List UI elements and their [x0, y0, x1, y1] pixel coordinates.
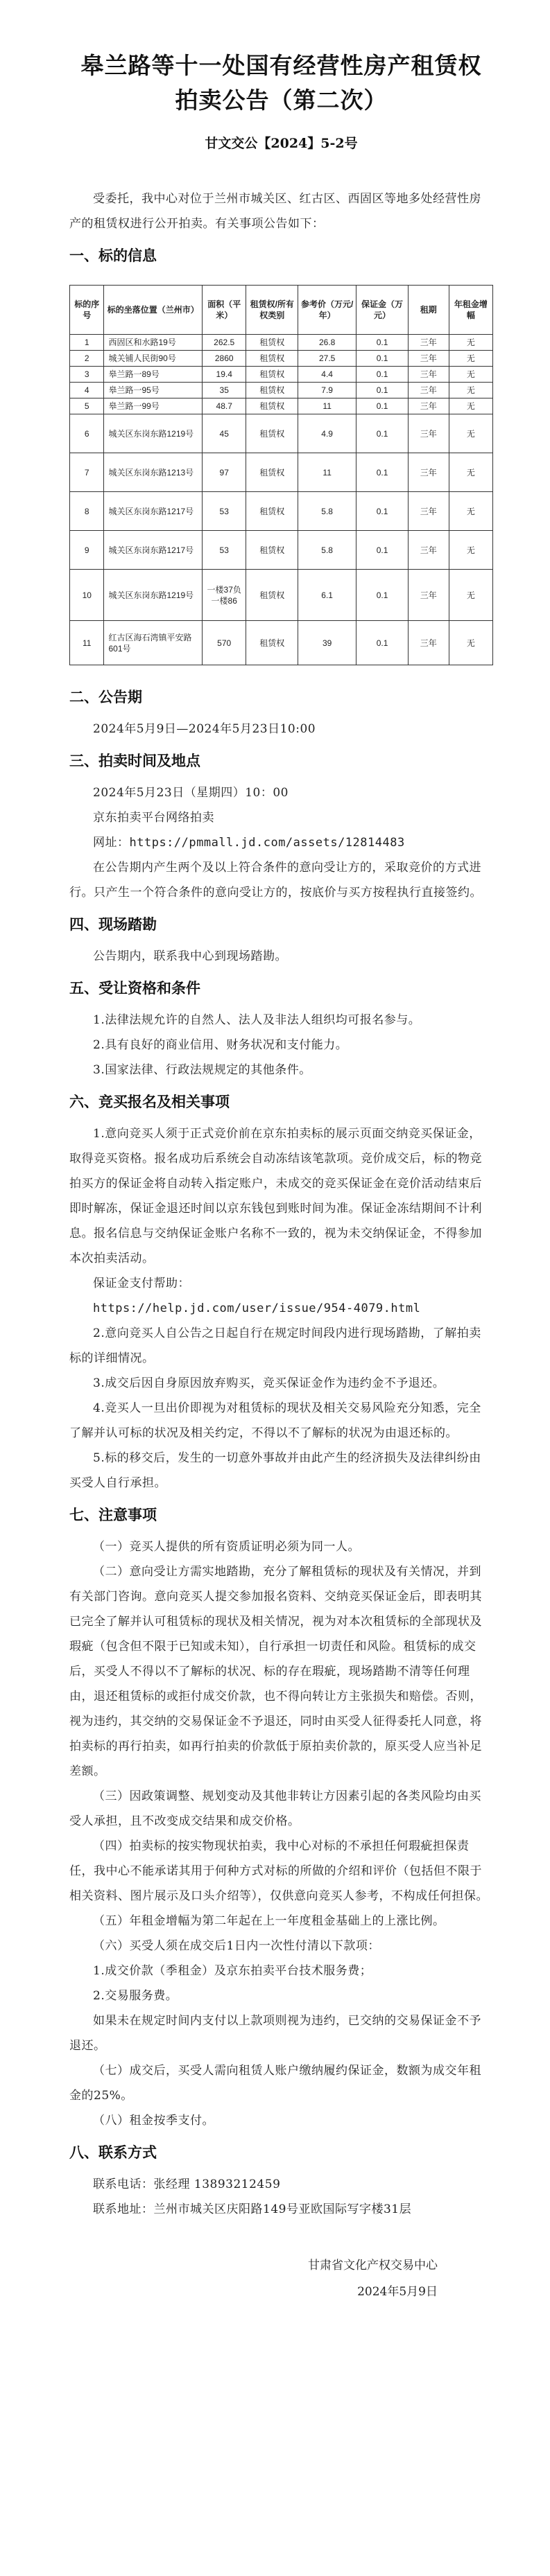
notice-p8: （八）租金按季支付。	[93, 2114, 214, 2128]
table-cell: 26.8	[298, 335, 356, 351]
table-cell: 2	[70, 351, 104, 367]
table-cell: 无	[449, 531, 492, 570]
table-cell: 无	[449, 453, 492, 492]
contact-address: 联系地址：兰州市城关区庆阳路149号亚欧国际写字楼31层	[93, 2202, 412, 2216]
issuer-name: 甘肃省文化产权交易中心	[308, 2259, 438, 2272]
table-cell: 三年	[408, 398, 449, 414]
notice-p6b: 2.交易服务费。	[93, 1989, 178, 2003]
table-cell: 2860	[203, 351, 246, 367]
table-header-cell: 租赁权/所有权类别	[246, 286, 298, 335]
table-cell: 5	[70, 398, 104, 414]
auction-url-link[interactable]: https://pmmall.jd.com/assets/12814483	[129, 836, 405, 850]
registration-p5: 4.竞买人一旦出价即视为对租赁标的现状及相关交易风险充分知悉，完全了解并认可标的状况及相关约定，不得以不了解标的状况为由退还标的。	[69, 1401, 481, 1440]
table-row	[70, 335, 493, 351]
table-cell: 48.7	[203, 398, 246, 414]
deposit-help-link[interactable]: https://help.jd.com/user/issue/954-4079.html	[93, 1302, 421, 1315]
deposit-help-label: 保证金支付帮助：	[93, 1277, 190, 1290]
section-7-title: 七、注意事项	[69, 1506, 157, 1523]
notice-p3: （三）因政策调整、规划变动及其他非转让方因素引起的各类风险均由买受人承担，且不改变成交结果和成交价格。	[69, 1789, 481, 1828]
table-cell: 无	[449, 398, 492, 414]
table-cell: 45	[203, 414, 246, 453]
table-cell: 53	[203, 531, 246, 570]
table-cell: 0.1	[356, 383, 409, 398]
table-cell: 0.1	[356, 570, 409, 621]
table-cell: 城关区东岗东路1213号	[104, 453, 203, 492]
notice-p2: （二）意向受让方需实地踏勘，充分了解租赁标的现状及有关情况，并到有关部门咨询。意向竞买人提交参加报名资料、交纳竞买保证金后，即表明其已完全了解并认可租赁标的现状及相关情况，视为对本次租赁标的全部现状及瑕疵（包含但不限于已知或未知），自行承担一切责任和风险。租赁标的成交后，买受人不得以不了解标的状况、标的存在瑕疵，现场踏勘不清等任何理由，退还租赁标的或拒付成交价款，也不得向转让方主张损失和赔偿。否则，视为违约，其交纳的交易保证金不予退还，同时由买受人征得委托人同意，将拍卖标的再行拍卖，如再行拍卖的价款低于原拍卖价款的，原买受人应当补足差额。	[69, 1565, 482, 1778]
table-cell: 0.1	[356, 621, 409, 665]
table-cell: 9	[70, 531, 104, 570]
table-cell: 租赁权	[246, 335, 298, 351]
table-cell: 城关区东岗东路1219号	[104, 414, 203, 453]
table-header-cell: 年租金增幅	[449, 286, 492, 335]
table-cell: 7	[70, 453, 104, 492]
table-cell: 0.1	[356, 367, 409, 383]
table-row	[70, 453, 493, 492]
table-cell: 一楼37负一楼86	[203, 570, 246, 621]
table-cell: 皋兰路一89号	[104, 367, 203, 383]
table-cell: 0.1	[356, 492, 409, 531]
notice-p6: （六）买受人须在成交后1日内一次性付清以下款项：	[93, 1939, 380, 1953]
issue-date: 2024年5月9日	[357, 2285, 438, 2299]
table-cell: 三年	[408, 570, 449, 621]
document-number: 甘文交公【2024】5-2号	[205, 136, 358, 151]
table-cell: 35	[203, 383, 246, 398]
table-header-row	[70, 286, 493, 335]
section-8-title: 八、联系方式	[69, 2144, 157, 2161]
notice-p5: （五）年租金增幅为第二年起在上一年度租金基础上的上涨比例。	[93, 1914, 445, 1928]
table-row	[70, 621, 493, 665]
table-cell: 570	[203, 621, 246, 665]
table-cell: 0.1	[356, 335, 409, 351]
table-cell: 6.1	[298, 570, 356, 621]
table-cell: 11	[70, 621, 104, 665]
table-cell: 城关区东岗东路1217号	[104, 492, 203, 531]
table-cell: 无	[449, 492, 492, 531]
table-cell: 19.4	[203, 367, 246, 383]
lots-table	[69, 285, 493, 665]
table-cell: 租赁权	[246, 398, 298, 414]
table-header-cell: 参考价（万元/年）	[298, 286, 356, 335]
table-cell: 三年	[408, 531, 449, 570]
intro-paragraph: 受委托，我中心对位于兰州市城关区、红古区、西固区等地多处经营性房产的租赁权进行公开拍卖。有关事项公告如下：	[69, 192, 481, 231]
table-cell: 西固区和水路19号	[104, 335, 203, 351]
table-header-cell: 标的序号	[70, 286, 104, 335]
table-cell: 27.5	[298, 351, 356, 367]
table-cell: 租赁权	[246, 367, 298, 383]
table-cell: 11	[298, 453, 356, 492]
table-row	[70, 414, 493, 453]
auction-platform: 京东拍卖平台网络拍卖	[93, 811, 214, 825]
table-row	[70, 351, 493, 367]
table-cell: 三年	[408, 335, 449, 351]
section-4-title: 四、现场踏勘	[69, 915, 157, 933]
table-cell: 租赁权	[246, 492, 298, 531]
table-cell: 皋兰路一95号	[104, 383, 203, 398]
qualification-item: 3.国家法律、行政法规规定的其他条件。	[93, 1063, 311, 1077]
section-1-title: 一、标的信息	[69, 247, 157, 264]
table-cell: 0.1	[356, 351, 409, 367]
table-cell: 三年	[408, 383, 449, 398]
table-cell: 租赁权	[246, 414, 298, 453]
table-cell: 6	[70, 414, 104, 453]
contact-phone: 联系电话：张经理 13893212459	[93, 2178, 281, 2191]
table-cell: 三年	[408, 492, 449, 531]
table-cell: 53	[203, 492, 246, 531]
auction-note: 在公告期内产生两个及以上符合条件的意向受让方的，采取竞价的方式进行。只产生一个符合条件的意向受让方的，按底价与买方按程执行直接签约。	[69, 861, 482, 900]
registration-p6: 5.标的移交后，发生的一切意外事故并由此产生的经济损失及法律纠纷由买受人自行承担。	[69, 1451, 481, 1490]
table-cell: 无	[449, 383, 492, 398]
table-cell: 城关铺人民街90号	[104, 351, 203, 367]
table-cell: 1	[70, 335, 104, 351]
table-cell: 262.5	[203, 335, 246, 351]
table-cell: 97	[203, 453, 246, 492]
table-row	[70, 570, 493, 621]
deposit-help-line	[69, 1296, 493, 1321]
table-cell: 租赁权	[246, 351, 298, 367]
table-row	[70, 398, 493, 414]
notice-p6a: 1.成交价款（季租金）及京东拍卖平台技术服务费；	[93, 1964, 372, 1978]
document-title	[69, 49, 493, 118]
title-line-1: 皋兰路等十一处国有经营性房产租赁权	[80, 52, 482, 79]
table-cell: 租赁权	[246, 570, 298, 621]
table-cell: 7.9	[298, 383, 356, 398]
section-5-title: 五、受让资格和条件	[69, 979, 200, 997]
registration-p1: 1.意向竞买人须于正式竞价前在京东拍卖标的展示页面交纳竞买保证金，取得竞买资格。报名成功后系统会自动冻结该笔款项。竞价成交后，标的物竞拍买方的保证金将自动转入指定账户，未成交的竞买保证金在竞价活动结束后即时解冻，保证金退还时间以京东钱包到账时间为准。保证金冻结期间不计利息。报名信息与交纳保证金账户名称不一致的，视为未交纳保证金，不得参加本次拍卖活动。	[69, 1127, 482, 1265]
table-cell: 租赁权	[246, 621, 298, 665]
table-cell: 无	[449, 367, 492, 383]
table-cell: 11	[298, 398, 356, 414]
table-cell: 0.1	[356, 414, 409, 453]
notice-p7: （七）成交后，买受人需向租赁人账户缴纳履约保证金，数额为成交年租金的25%。	[69, 2064, 481, 2103]
title-line-2: 拍卖公告（第二次）	[175, 87, 388, 114]
table-cell: 0.1	[356, 453, 409, 492]
table-cell: 无	[449, 621, 492, 665]
table-cell: 租赁权	[246, 383, 298, 398]
table-cell: 0.1	[356, 398, 409, 414]
table-cell: 城关区东岗东路1217号	[104, 531, 203, 570]
table-cell: 无	[449, 414, 492, 453]
table-cell: 4.9	[298, 414, 356, 453]
table-row	[70, 531, 493, 570]
table-cell: 无	[449, 351, 492, 367]
table-row	[70, 367, 493, 383]
auction-url-label: 网址：	[93, 836, 130, 850]
table-cell: 0.1	[356, 531, 409, 570]
table-row	[70, 383, 493, 398]
table-cell: 5.8	[298, 492, 356, 531]
registration-p3: 2.意向竞买人自公告之日起自行在规定时间段内进行现场踏勘，了解拍卖标的详细情况。	[69, 1326, 481, 1365]
notice-p6c: 如果未在规定时间内支付以上款项则视为违约，已交纳的交易保证金不予退还。	[69, 2014, 481, 2053]
table-cell: 皋兰路一99号	[104, 398, 203, 414]
table-cell: 租赁权	[246, 531, 298, 570]
table-cell: 无	[449, 335, 492, 351]
auction-url-line	[69, 830, 493, 855]
table-cell: 4.4	[298, 367, 356, 383]
table-header-cell: 租期	[408, 286, 449, 335]
table-cell: 三年	[408, 367, 449, 383]
table-cell: 城关区东岗东路1219号	[104, 570, 203, 621]
qualification-item: 1.法律法规允许的自然人、法人及非法人组织均可报名参与。	[93, 1013, 421, 1027]
table-header-cell: 面积（平米）	[203, 286, 246, 335]
table-cell: 3	[70, 367, 104, 383]
table-header-cell: 标的坐落位置（兰州市）	[104, 286, 203, 335]
section-6-title: 六、竞买报名及相关事项	[69, 1093, 230, 1110]
section-2-title: 二、公告期	[69, 688, 142, 706]
announcement-period: 2024年5月9日—2024年5月23日10:00	[93, 722, 316, 736]
table-cell: 10	[70, 570, 104, 621]
table-cell: 8	[70, 492, 104, 531]
table-header-cell: 保证金（万元）	[356, 286, 409, 335]
table-cell: 红古区海石湾镇平安路601号	[104, 621, 203, 665]
auction-time: 2024年5月23日（星期四）10：00	[93, 786, 289, 800]
table-row	[70, 492, 493, 531]
table-cell: 三年	[408, 351, 449, 367]
registration-p4: 3.成交后因自身原因放弃购买，竞买保证金作为违约金不予退还。	[93, 1376, 445, 1390]
section-3-title: 三、拍卖时间及地点	[69, 752, 200, 769]
table-cell: 租赁权	[246, 453, 298, 492]
table-cell: 5.8	[298, 531, 356, 570]
notice-p4: （四）拍卖标的按实物现状拍卖，我中心对标的不承担任何瑕疵担保责任，我中心不能承诺其用于何种方式对标的所做的介绍和评价（包括但不限于相关资料、图片展示及口头介绍等），仅供意向竞买人参考，不构成任何担保。	[69, 1839, 488, 1903]
signature-block	[69, 2252, 493, 2305]
table-cell: 三年	[408, 414, 449, 453]
table-cell: 三年	[408, 621, 449, 665]
table-cell: 无	[449, 570, 492, 621]
table-cell: 三年	[408, 453, 449, 492]
notice-p1: （一）竞买人提供的所有资质证明必须为同一人。	[93, 1540, 360, 1554]
qualification-item: 2.具有良好的商业信用、财务状况和支付能力。	[93, 1038, 348, 1052]
table-cell: 39	[298, 621, 356, 665]
site-visit-text: 公告期内，联系我中心到现场踏勘。	[93, 949, 287, 963]
table-cell: 4	[70, 383, 104, 398]
